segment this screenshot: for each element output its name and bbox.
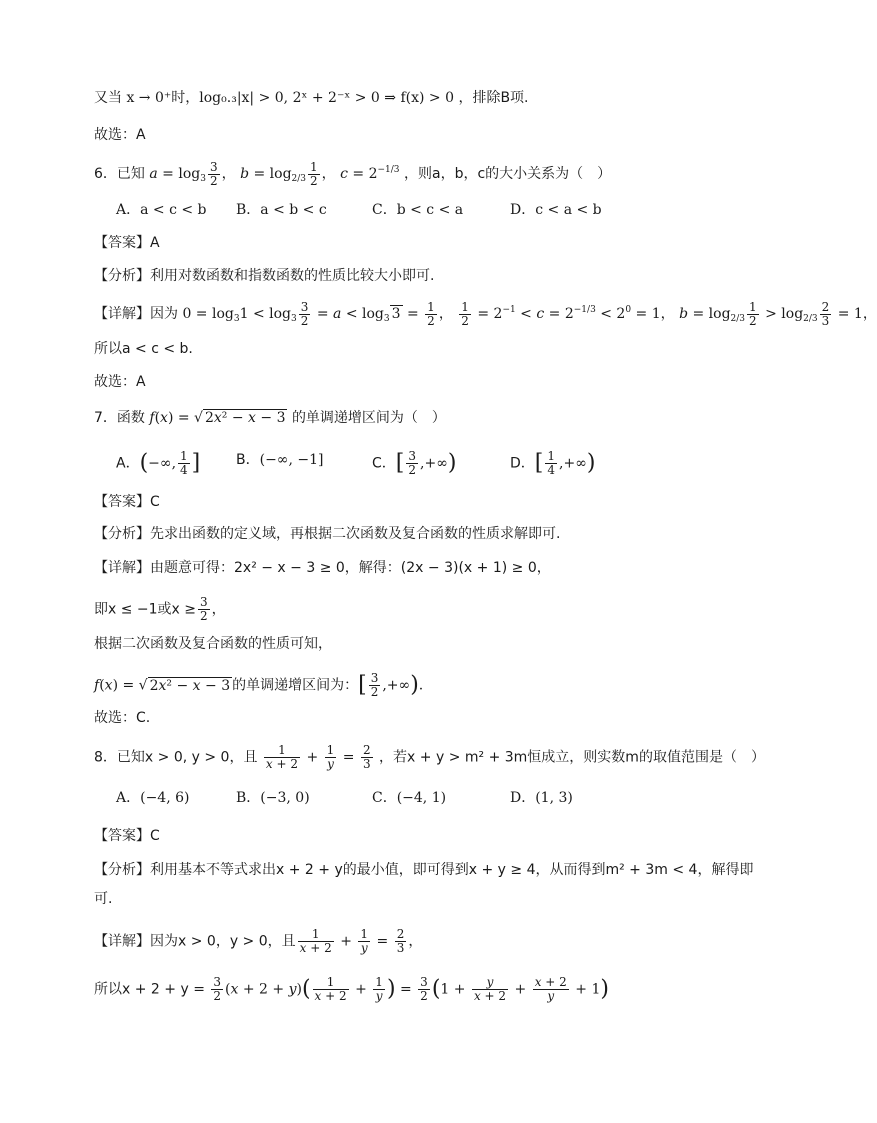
text-fragment: 即x ≤ −1或x ≥ [94, 601, 197, 618]
answer-value: A [150, 235, 160, 251]
text-fragment: 因为 [150, 306, 178, 322]
q7-detail-4: f(x) = √ 2x² − x − 3 的单调递增区间为：[ $\frac{3}{2}$ ,+∞). [94, 671, 424, 699]
answer-tag: 【答案】 [94, 828, 150, 844]
option-label: C． [372, 455, 396, 472]
q8-option-a[interactable]: A．(−4, 6) [116, 790, 190, 806]
text-fragment: 因为x > 0，y > 0，且 [150, 933, 296, 950]
question-number: 6．已知 [94, 166, 145, 182]
option-label: B． [236, 452, 260, 468]
text-fragment: ，排除B项. [458, 90, 529, 106]
q8-detail-1: 【详解】因为x > 0，y > 0，且 $\frac{1}{x + 2}$ + $\frac{1}{y}$ = $\frac{2}{3}$ ， [94, 927, 423, 955]
detail-tag: 【详解】 [94, 306, 150, 322]
q8-detail-2: 所以x + 2 + y = $\frac{3}{2}$ (x + 2 + y)( $\frac{1}{x + 2}$ + $\frac{1}{y}$ ) = $\frac{3}{2}$ (1 + $\frac{y}{x + 2}$ + $\frac{x + 2}{y}$ + 1) [94, 975, 609, 1003]
option-label: A． [116, 455, 140, 472]
q7-detail-3: 根据二次函数及复合函数的性质可知， [94, 636, 332, 652]
text-fragment: 由题意可得：2x² − x − 3 ≥ 0，解得：(2x − 3)(x + 1) ≥ 0， [150, 560, 551, 576]
analysis-tag: 【分析】 [94, 268, 150, 284]
question-number: 8．已知x > 0, y > 0，且 [94, 749, 258, 766]
analysis-tag: 【分析】 [94, 862, 150, 878]
q7-option-a[interactable]: A．(−∞, $\frac{1}{4}$ ] [116, 449, 201, 477]
question-8-stem: 8．已知x > 0, y > 0，且 $\frac{1}{x + 2}$ + $\frac{1}{y}$ = $\frac{2}{3}$ ，若x + y > m² + 3m恒成立，则实数m的取值范围是（ ） [94, 743, 765, 771]
analysis-text: 先求出函数的定义域，再根据二次函数及复合函数的性质求解即可. [150, 526, 561, 542]
q7-option-b[interactable]: B．(−∞, −1] [236, 452, 324, 468]
q7-analysis [94, 524, 560, 544]
analysis-tag: 【分析】 [94, 526, 150, 542]
text-fragment: ，则a，b，c的大小关系为（ ） [403, 166, 612, 182]
text-fragment: 的单调递增区间为（ ） [291, 410, 446, 426]
answer-value: C [150, 828, 160, 844]
detail-tag: 【详解】 [94, 933, 150, 950]
q8-option-c[interactable]: C．(−4, 1) [372, 790, 447, 806]
q6-option-d[interactable]: D．c < a < b [510, 202, 602, 218]
text-fragment: ，若x + y > m² + 3m恒成立，则实数m的取值范围是（ ） [379, 749, 765, 766]
text-fragment: 所以x + 2 + y = [94, 981, 205, 998]
q7-detail-2: 即x ≤ −1或x ≥ $\frac{3}{2}$ ， [94, 595, 226, 623]
q6-option-c[interactable]: C．b < c < a [372, 202, 464, 218]
option-label: D． [510, 455, 535, 472]
q6-detail: 【详解】因为 $0 = \log_31 < \log_3$ $\frac{3}{2}$ = $a < \log_3 3$ = $\frac{1}{2}$ ， $\frac{1}{2}$ = $2^{-1} < c = 2^{-1/3} < 2^0 = 1$， $b = \log_{2/3}$ $\frac{1}{2}$ > $\log_{2/3}$ $\frac{2}{3}$ = 1， [94, 299, 877, 328]
choose-line: 故选：A [94, 127, 146, 143]
math-expression: x → 0⁺时，log₀.₃|x| > 0, 2ˣ + 2⁻ˣ > 0 ⇒ f(x) > 0 [126, 90, 454, 106]
question-6-stem: 6．已知 $a = \log_3$ $\frac{3}{2}$ ， $b = \log_{2/3}$ $\frac{1}{2}$ ， $c = 2^{-1/3}$ ，则a，b，c的大小关系为（ ） [94, 159, 612, 188]
q8-analysis-2: 可. [94, 891, 113, 907]
q6-option-b[interactable]: B．a < b < c [236, 202, 327, 218]
detail-tag: 【详解】 [94, 560, 150, 576]
analysis-text: 利用对数函数和指数函数的性质比较大小即可. [150, 268, 435, 284]
choose-line: 故选：A [94, 374, 146, 390]
q6-conclusion: 所以a < c < b. [94, 341, 193, 357]
q7-option-c[interactable]: C．[ $\frac{3}{2}$ ,+∞) [372, 449, 457, 477]
q6-answer [94, 233, 160, 253]
choose-line: 故选：C. [94, 710, 151, 726]
q7-option-d[interactable]: D．[ $\frac{1}{4}$ ,+∞) [510, 449, 596, 477]
text-line-exclude-b [94, 88, 529, 108]
q6-option-a[interactable]: A．a < c < b [116, 202, 207, 218]
q7-answer [94, 492, 160, 512]
text-fragment: 又当 [94, 90, 122, 106]
answer-value: C [150, 494, 160, 510]
q8-option-b[interactable]: B．(−3, 0) [236, 790, 310, 806]
q8-analysis-1 [94, 860, 753, 880]
q6-analysis [94, 266, 434, 286]
q7-detail-1 [94, 558, 551, 578]
question-7-stem: 7．函数 f(x) = √ 2x² − x − 3 的单调递增区间为（ ） [94, 410, 446, 426]
analysis-text: 利用基本不等式求出x + 2 + y的最小值，即可得到x + y ≥ 4，从而得到m² + 3m < 4，解得即 [150, 862, 754, 878]
text-fragment: 的单调递增区间为： [232, 677, 359, 694]
answer-tag: 【答案】 [94, 494, 150, 510]
q8-option-d[interactable]: D．(1, 3) [510, 790, 573, 806]
q8-answer [94, 826, 160, 846]
answer-tag: 【答案】 [94, 235, 150, 251]
question-number: 7．函数 [94, 410, 145, 426]
